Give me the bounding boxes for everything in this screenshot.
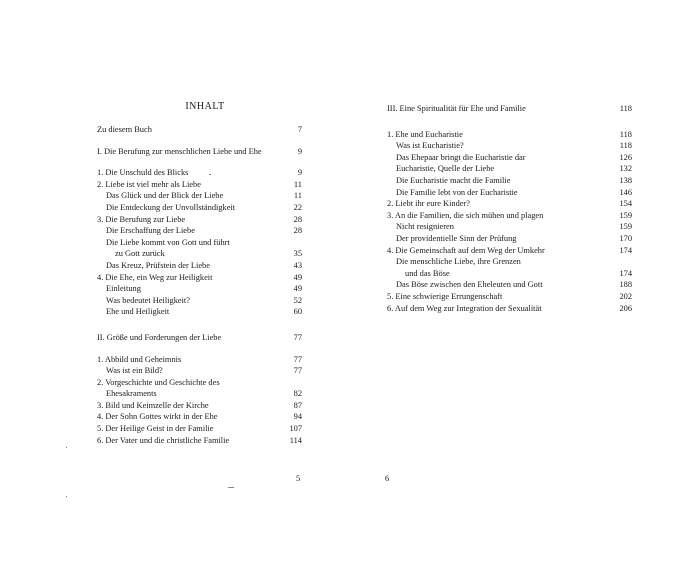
toc-entry-title-line: Das Böse zwischen den Eheleuten und Gott (396, 280, 543, 290)
toc-entry-title-line: 4. Die Ehe, ein Weg zur Heiligkeit (97, 272, 213, 282)
toc-entry-page: 49 (293, 284, 302, 294)
toc-entry-page: 7 (297, 125, 302, 134)
toc-entry (387, 163, 632, 175)
toc-entry-page: 114 (289, 435, 302, 445)
toc-entry (97, 423, 302, 435)
toc-entry-title-line: 6. Der Vater und die christliche Familie (97, 435, 230, 445)
toc-entry-page: 52 (293, 295, 302, 305)
toc-entry (97, 260, 302, 272)
toc-entry-page: 132 (619, 164, 632, 174)
toc-entry-page: 107 (289, 424, 302, 434)
toc-entry-title (396, 163, 494, 175)
toc-entry-page: 82 (293, 389, 302, 399)
toc-entry-title-line: 2. Liebt ihr eure Kinder? (387, 199, 471, 209)
toc-entry (97, 411, 302, 423)
toc-entry-page: 174 (619, 245, 632, 255)
toc-entry-page: 77 (293, 366, 302, 376)
toc-entry-title (387, 210, 543, 222)
left-page (0, 0, 345, 585)
toc-entry (387, 245, 632, 257)
toc-entry-page: 35 (293, 249, 302, 259)
toc-entry-title (387, 245, 545, 257)
toc-entry-page: 202 (619, 291, 632, 301)
toc-entry-title-line: Das Kreuz, Prüfstein der Liebe (106, 260, 210, 270)
toc-entry (387, 303, 632, 315)
toc-entry (97, 190, 302, 202)
toc-entry-title (97, 435, 229, 447)
toc-entry-title (396, 152, 526, 164)
toc-entry-title-line: 3. An die Familien, die sich mühen und plagen (387, 210, 544, 220)
toc-entry-title (387, 198, 470, 210)
toc-entry-page: 77 (293, 332, 302, 342)
toc-entry (97, 167, 302, 179)
toc-entry-title-line: 1. Ehe und Eucharistie (387, 129, 463, 139)
toc-entry-title (106, 365, 163, 377)
toc-entry-page: 60 (293, 307, 302, 317)
toc-entry-title-line: Zu diesem Buch (97, 125, 152, 134)
toc-entry-title (97, 214, 185, 226)
toc-entry (387, 129, 632, 141)
toc-entry-title-line: 4. Die Gemeinschaft auf dem Weg der Umkehr (387, 245, 545, 255)
right-toc-list (387, 103, 632, 314)
toc-entry-title-line: I. Die Berufung zur menschlichen Liebe und Ehe (97, 146, 262, 156)
left-page-number: 5 (296, 474, 301, 483)
toc-entry-title-line: II. Größe und Forderungen der Liebe (97, 332, 222, 342)
toc-entry (387, 103, 632, 115)
toc-entry (97, 295, 302, 307)
toc-entry-title (97, 167, 188, 179)
toc-spacer (387, 115, 632, 129)
left-toc-list (97, 124, 302, 446)
toc-entry (387, 279, 632, 291)
toc-spacer (97, 157, 302, 167)
toc-entry-page: 28 (293, 226, 302, 236)
toc-entry-title (396, 233, 516, 245)
toc-entry (97, 272, 302, 284)
toc-entry (97, 377, 302, 400)
toc-entry (387, 221, 632, 233)
toc-entry-title (106, 190, 223, 202)
scan-speck (66, 496, 67, 497)
toc-entry-title-line: Eucharistie, Quelle der Liebe (396, 164, 495, 174)
toc-entry-title (396, 187, 518, 199)
toc-entry-page: 118 (619, 141, 632, 151)
toc-entry-page: 43 (293, 260, 302, 270)
toc-entry-title (97, 146, 262, 158)
toc-entry-title (387, 303, 542, 315)
toc-entry-title (97, 423, 214, 435)
toc-entry-title (396, 221, 454, 233)
toc-entry-page: 77 (293, 354, 302, 364)
toc-entry-page: 154 (619, 199, 632, 209)
toc-entry-page: 9 (297, 168, 302, 178)
toc-entry-title-line: Die Erschaffung der Liebe (106, 226, 195, 236)
toc-entry-page: 170 (619, 233, 632, 243)
toc-entry-title-line: 5. Der Heilige Geist in der Familie (97, 424, 214, 434)
toc-entry-title-line: Ehe und Heiligkeit (106, 307, 170, 317)
toc-entry-title (97, 354, 181, 366)
toc-entry-title (97, 377, 220, 400)
toc-entry-title-line: Die Entdeckung der Unvollständigkeit (106, 202, 236, 212)
toc-entry (97, 124, 302, 136)
toc-entry-title-line: 3. Die Berufung zur Liebe (97, 214, 186, 224)
toc-entry-title-line: 2. Liebe ist viel mehr als Liebe (97, 179, 201, 189)
toc-entry (387, 256, 632, 279)
toc-entry-title (396, 279, 543, 291)
toc-entry (97, 237, 302, 260)
toc-entry-title-line: Die Eucharistie macht die Familie (396, 175, 511, 185)
toc-spacer (97, 344, 302, 354)
toc-entry-title (396, 256, 521, 279)
toc-entry (387, 198, 632, 210)
toc-entry (387, 152, 632, 164)
toc-entry-page: 49 (293, 272, 302, 282)
toc-entry (387, 210, 632, 222)
toc-entry-title-continuation: und das Böse (405, 268, 450, 278)
toc-entry-page: 159 (619, 210, 632, 220)
toc-entry-title (97, 272, 212, 284)
scan-speck (66, 447, 67, 448)
toc-entry (387, 291, 632, 303)
toc-entry-page: 174 (619, 268, 632, 278)
toc-entry (97, 365, 302, 377)
toc-entry-title-line: 5. Eine schwierige Errungenschaft (387, 291, 503, 301)
toc-entry-title-line: Einleitung (106, 284, 141, 294)
toc-entry-title (396, 140, 464, 152)
toc-entry (97, 202, 302, 214)
toc-heading: INHALT (185, 101, 225, 112)
toc-entry-title (97, 179, 201, 191)
toc-spacer (97, 318, 302, 332)
toc-entry-page: 11 (293, 191, 302, 201)
toc-entry-title-line: 4. Der Sohn Gottes wirkt in der Ehe (97, 412, 218, 422)
right-page-number: 6 (385, 474, 390, 483)
toc-entry (97, 146, 302, 158)
toc-entry-title (106, 225, 195, 237)
toc-entry (97, 306, 302, 318)
toc-entry-title-line: 6. Auf dem Weg zur Integration der Sexualität (387, 303, 542, 313)
toc-entry (97, 214, 302, 226)
toc-entry-page: 22 (293, 202, 302, 212)
toc-entry-title-line: Die menschliche Liebe, ihre Grenzen (396, 257, 521, 267)
toc-entry-page: 118 (619, 104, 632, 113)
toc-entry-title (106, 237, 230, 260)
scan-speck (228, 487, 234, 488)
toc-entry-page: 126 (619, 152, 632, 162)
toc-entry-title (97, 400, 209, 412)
toc-entry-title-line: 1. Die Unschuld des Blicks (97, 168, 189, 178)
toc-entry (97, 354, 302, 366)
toc-entry-title-line: Was ist ein Bild? (106, 366, 163, 376)
toc-entry-title (396, 175, 510, 187)
toc-entry-page: 188 (619, 280, 632, 290)
toc-entry-title (97, 411, 218, 423)
toc-entry-title (106, 295, 190, 307)
toc-entry-title-line: III. Eine Spiritualität für Ehe und Familie (387, 104, 526, 113)
toc-entry-title-line: 3. Bild und Keimzelle der Kirche (97, 400, 209, 410)
toc-entry-title-line: Was bedeutet Heiligkeit? (106, 295, 190, 305)
toc-entry-page: 146 (619, 187, 632, 197)
toc-entry-title (106, 202, 235, 214)
toc-entry-title (387, 291, 502, 303)
toc-entry-title-line: Die Familie lebt von der Eucharistie (396, 187, 518, 197)
toc-entry-title-line: Das Ehepaar bringt die Eucharistie dar (396, 152, 526, 162)
toc-entry-page: 118 (619, 129, 632, 139)
toc-entry (387, 233, 632, 245)
toc-entry (387, 187, 632, 199)
toc-entry-page: 138 (619, 175, 632, 185)
toc-entry (97, 400, 302, 412)
toc-entry-page: 159 (619, 222, 632, 232)
toc-entry-title (97, 332, 221, 344)
toc-entry-title-line: Was ist Eucharistie? (396, 141, 464, 151)
toc-entry-page: 206 (619, 303, 632, 313)
toc-entry-title-line: Nicht resignieren (396, 222, 454, 232)
toc-entry-title (106, 260, 210, 272)
toc-entry (97, 283, 302, 295)
toc-entry-title-line: Der providentielle Sinn der Prüfung (396, 233, 517, 243)
right-page (345, 0, 691, 585)
toc-entry-title (97, 124, 152, 136)
toc-spacer (97, 136, 302, 146)
toc-entry-page: 87 (293, 400, 302, 410)
toc-entry-title-line: 1. Abbild und Geheimnis (97, 354, 182, 364)
toc-entry (387, 175, 632, 187)
toc-entry-title-line: Die Liebe kommt von Gott und führt (106, 237, 230, 247)
toc-entry (387, 140, 632, 152)
scan-speck (209, 174, 211, 175)
toc-entry-page: 11 (293, 179, 302, 189)
toc-entry-title (387, 103, 526, 115)
toc-entry-page: 28 (293, 214, 302, 224)
toc-entry (97, 332, 302, 344)
toc-entry-title-line: Das Glück und der Blick der Liebe (106, 191, 224, 201)
toc-entry-title (106, 306, 169, 318)
toc-entry (97, 179, 302, 191)
toc-entry-title-continuation: Ehesakraments (106, 389, 157, 399)
toc-entry-title-line: 2. Vorgeschichte und Geschichte des (97, 377, 220, 387)
toc-entry (97, 225, 302, 237)
toc-entry-page: 94 (293, 412, 302, 422)
toc-entry-title-continuation: zu Gott zurück (115, 249, 165, 259)
toc-entry-title (106, 283, 141, 295)
toc-entry-page: 9 (297, 146, 302, 156)
toc-entry-title (387, 129, 463, 141)
toc-entry (97, 435, 302, 447)
